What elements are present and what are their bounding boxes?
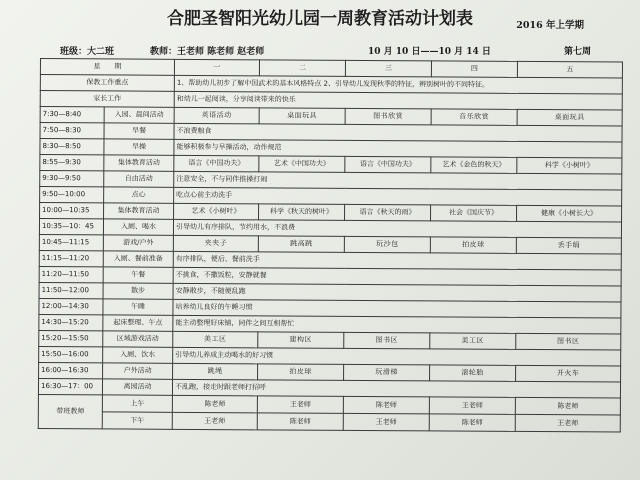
handwritten-entry: 语言《秋天的雨》 xyxy=(345,204,431,221)
handwritten-entry: 英语活动 xyxy=(174,107,259,124)
duty-teacher: 陈老师 xyxy=(343,396,429,414)
activity-cell: 集体教育活动 xyxy=(104,203,174,219)
activity-cell: 午睡 xyxy=(103,299,173,315)
handwritten-entry: 跳绳 xyxy=(173,363,258,380)
class-label: 班级：大二班 xyxy=(60,47,115,57)
duty-teacher: 陈老师 xyxy=(172,395,257,413)
time-cell: 12:00—14:30 xyxy=(39,298,103,314)
handwritten-entry: 健康《小树长大》 xyxy=(517,205,622,222)
activity-cell: 点心 xyxy=(104,187,174,203)
family-text: 和幼儿一起阅读，分享阅读带来的快乐 xyxy=(174,91,622,110)
activity-cell: 入厕、喝水 xyxy=(103,219,173,235)
handwritten-entry: 图书欣赏 xyxy=(345,108,431,125)
time-cell: 15:50—16:00 xyxy=(39,346,103,362)
handwritten-entry: 开火车 xyxy=(516,365,621,382)
activity-cell: 早操 xyxy=(104,139,174,155)
time-cell: 10:00—10:35 xyxy=(40,203,104,219)
handwritten-entry: 滚轮胎 xyxy=(430,365,516,382)
handwritten-entry: 玩沙包 xyxy=(344,236,430,253)
handwritten-entry: 科学《小树叶》 xyxy=(517,157,622,174)
handwritten-entry: 艺术《中国功夫》 xyxy=(259,156,345,173)
activity-cell: 入园、晨间活动 xyxy=(104,107,174,123)
time-cell: 8:30—8:50 xyxy=(40,139,104,155)
routine-note: 引导幼儿养成主动喝水的好习惯 xyxy=(173,347,621,366)
handwritten-entry: 社会《国庆节》 xyxy=(431,205,517,222)
duty-period: 下午 xyxy=(102,412,172,429)
handwritten-entry: 拍皮球 xyxy=(258,364,344,381)
routine-note: 有序排队，便后、餐前洗手 xyxy=(173,251,621,270)
activity-cell: 午餐 xyxy=(103,267,173,283)
activity-cell: 散步 xyxy=(103,283,173,299)
activity-cell: 早餐 xyxy=(104,123,174,139)
activity-cell: 自由活动 xyxy=(104,171,174,187)
teachers-label: 教师：王老师 陈老师 赵老师 xyxy=(150,47,265,57)
handwritten-entry: 桌面玩具 xyxy=(517,109,622,126)
routine-note: 吃点心前主动洗手 xyxy=(174,187,622,206)
handwritten-entry: 科学《秋天的树叶》 xyxy=(259,204,345,221)
time-cell: 11:20—11:50 xyxy=(39,266,103,282)
handwritten-entry: 艺术《小树叶》 xyxy=(174,203,259,220)
duty-row-afternoon xyxy=(38,411,620,432)
time-cell: 14:30—15:20 xyxy=(39,314,103,330)
date-range: 10 月 10 日——10 月 14 日 xyxy=(368,47,491,57)
activity-cell: 入厕、饮水 xyxy=(103,347,173,363)
routine-note: 注意安全，不与同伴推搡打闹 xyxy=(174,171,622,190)
handwritten-entry: 建构区 xyxy=(258,332,344,349)
handwritten-entry: 音乐欣赏 xyxy=(431,109,517,126)
time-cell: 11:50—12:00 xyxy=(39,282,103,298)
time-cell: 9:30—9:50 xyxy=(40,171,104,187)
routine-note: 不挑食，不撒饭粒，安静就餐 xyxy=(173,267,621,286)
handwritten-entry: 拍皮球 xyxy=(430,237,516,254)
family-label: 家长工作 xyxy=(40,91,174,108)
time-cell: 10:45—11:15 xyxy=(39,234,103,250)
day-header: 四 xyxy=(431,61,517,78)
focus-label: 保教工作重点 xyxy=(40,75,174,92)
duty-period: 上午 xyxy=(102,395,172,412)
duty-teacher: 王老师 xyxy=(257,396,343,414)
activity-cell: 户外活动 xyxy=(103,363,173,379)
handwritten-entry: 美工区 xyxy=(430,333,516,350)
handwritten-entry: 桌面玩具 xyxy=(259,108,345,125)
time-cell: 9:50—10:00 xyxy=(40,187,104,203)
time-cell: 7:30—8:40 xyxy=(40,107,104,123)
duty-teacher: 王老师 xyxy=(343,413,429,431)
routine-note: 引导幼儿有序排队，节约用水，不浪费 xyxy=(173,219,621,238)
semester-label: 2016 年上学期 xyxy=(516,20,584,31)
time-cell: 15:20—15:50 xyxy=(39,330,103,346)
day-header: 五 xyxy=(517,61,622,78)
activity-cell: 游戏/户外 xyxy=(103,235,173,251)
routine-note: 能主动整理好床铺，同伴之间互相帮忙 xyxy=(173,315,621,334)
routine-note: 安静散步，不随便乱跑 xyxy=(173,283,621,302)
duty-teacher: 王老师 xyxy=(172,412,257,430)
page-title: 合肥圣智阳光幼儿园一周教育活动计划表 xyxy=(167,9,473,29)
time-cell: 16:00—16:30 xyxy=(39,362,103,378)
routine-note: 不乱跑，接走时跟老师打招呼 xyxy=(172,379,620,398)
handwritten-entry: 图书区 xyxy=(516,333,621,350)
activity-cell: 入厕、餐前准备 xyxy=(103,251,173,267)
time-cell: 16:30—17：00 xyxy=(38,378,102,394)
duty-teacher: 陈老师 xyxy=(429,414,515,432)
activity-cell: 离园活动 xyxy=(102,379,172,395)
routine-note: 能够积极参与早操活动，动作规范 xyxy=(174,139,622,158)
activity-cell: 起床整理、午点 xyxy=(103,315,173,331)
focus-text: 1、帮助幼儿初步了解中国武术的基本风格特点 2、引导幼儿发现秋季的特征，辨别树叶的不同特征。 xyxy=(174,75,622,94)
handwritten-entry: 夹夹子 xyxy=(173,235,258,252)
weekly-plan-table xyxy=(38,58,623,433)
day-header: 三 xyxy=(345,60,431,77)
duty-teacher: 王老师 xyxy=(429,397,515,415)
handwritten-entry: 丢手绢 xyxy=(516,237,621,254)
handwritten-entry: 玩滑梯 xyxy=(344,364,430,381)
time-cell: 8:55—9:30 xyxy=(40,155,104,171)
handwritten-entry: 语言《中国功夫》 xyxy=(345,156,431,173)
time-cell: 7:50—8:30 xyxy=(40,123,104,139)
handwritten-entry: 跳高跳 xyxy=(258,236,344,253)
routine-note: 培养幼儿良好的午睡习惯 xyxy=(173,299,621,318)
duty-teacher: 陈老师 xyxy=(515,397,620,415)
routine-note: 不浪费粮食 xyxy=(174,123,622,142)
day-header: 二 xyxy=(259,60,345,77)
weekday-label: 星 期 xyxy=(40,59,174,76)
day-header: 一 xyxy=(174,59,259,76)
duty-teacher: 王老师 xyxy=(515,414,620,432)
week-label: 第七周 xyxy=(564,47,592,57)
handwritten-entry: 图书区 xyxy=(344,332,430,349)
activity-cell: 区域游戏活动 xyxy=(103,331,173,347)
handwritten-entry: 美工区 xyxy=(173,331,258,348)
activity-cell: 集体教育活动 xyxy=(104,155,174,171)
time-cell: 10:35—10：45 xyxy=(39,219,103,235)
duty-label: 带班教师 xyxy=(38,394,102,428)
handwritten-entry: 语言《中国功夫》 xyxy=(174,155,259,172)
time-cell: 11:15—11:20 xyxy=(39,250,103,266)
handwritten-entry: 艺术《金色的秋天》 xyxy=(431,157,517,174)
duty-teacher: 陈老师 xyxy=(257,413,343,431)
